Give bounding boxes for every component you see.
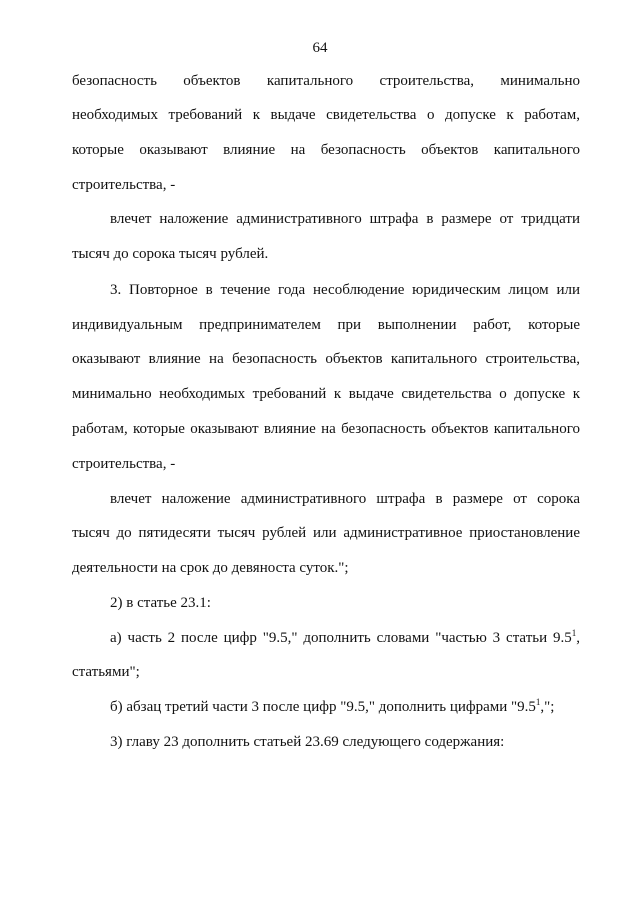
text-line: индивидуальным предпринимателем при выполнении работ, которые	[72, 317, 580, 333]
text-line: тысяч до сорока тысяч рублей.	[72, 246, 269, 262]
superscript: 1	[571, 628, 577, 638]
text-line: тысяч до пятидесяти тысяч рублей или административное приостановление	[72, 525, 580, 541]
text-line: строительства, -	[72, 177, 176, 193]
text-line: 3. Повторное в течение года несоблюдение юридическим лицом или	[110, 282, 580, 298]
text-line: влечет наложение административного штрафа в размере от сорока	[110, 491, 580, 507]
text-line: деятельности на срок до девяноста суток.";	[72, 560, 349, 576]
text-line	[110, 698, 580, 716]
text-line: 3) главу 23 дополнить статьей 23.69 следующего содержания:	[110, 734, 505, 750]
text-line: работам, которые оказывают влияние на безопасность объектов капитального	[72, 421, 580, 437]
superscript: 1	[535, 697, 541, 707]
text-line: влечет наложение административного штрафа в размере от тридцати	[110, 211, 580, 227]
text-line: 2) в статье 23.1:	[110, 595, 211, 611]
text-line: безопасность объектов капитального строительства, минимально	[72, 73, 580, 89]
text-fragment: б) абзац третий части 3 после цифр "9.5," дополнить цифрами "9.5	[110, 699, 536, 715]
text-line: статьями";	[72, 664, 140, 680]
text-fragment: ,";	[540, 699, 555, 715]
text-line: строительства, -	[72, 456, 176, 472]
text-fragment: ,	[576, 630, 580, 646]
page-number: 64	[312, 40, 328, 56]
text-line: оказывают влияние на безопасность объектов капитального строительства,	[72, 351, 580, 367]
text-line: необходимых требований к выдаче свидетельства о допуске к работам,	[72, 107, 580, 123]
text-line: минимально необходимых требований к выдаче свидетельства о допуске к	[72, 386, 580, 402]
text-line: которые оказывают влияние на безопасность объектов капитального	[72, 142, 580, 158]
text-fragment: а) часть 2 после цифр "9.5," дополнить словами "частью 3 статьи 9.5	[110, 630, 572, 646]
text-line	[110, 629, 580, 647]
